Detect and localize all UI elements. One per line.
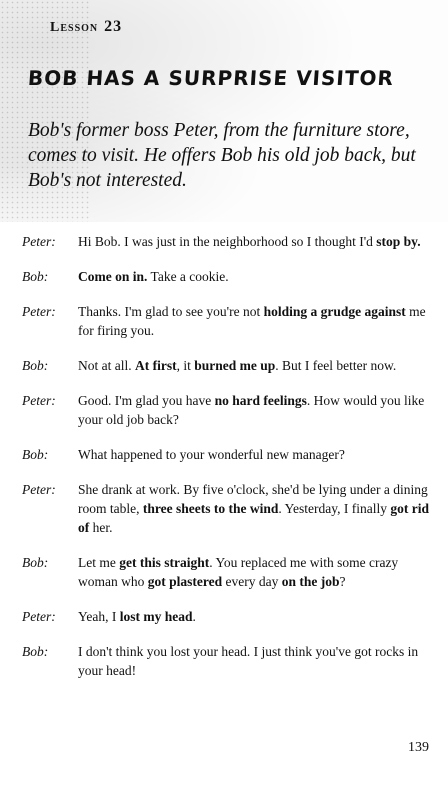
- dialogue-line: [78, 642, 432, 680]
- dialogue-line: [78, 480, 432, 537]
- lesson-label: [50, 18, 122, 36]
- speaker-label: Bob:: [22, 358, 49, 373]
- speaker-label: Peter:: [22, 609, 56, 624]
- idiom-phrase: At first: [135, 358, 177, 373]
- line-text: Let me: [78, 555, 120, 570]
- idiom-phrase: stop by.: [376, 234, 421, 249]
- dialogue-turn: [22, 302, 432, 340]
- speaker-label: Peter:: [22, 393, 56, 408]
- idiom-phrase: got rid of: [78, 501, 429, 535]
- lesson-header: [0, 0, 448, 222]
- line-text: I don't think you lost your head. I just think you've got rocks in your head!: [78, 644, 419, 678]
- idiom-phrase: holding a grudge against: [263, 304, 406, 319]
- line-text: , it: [176, 358, 195, 373]
- dialogue-turn: [22, 391, 432, 429]
- line-text: me for firing you.: [78, 304, 426, 338]
- line-text: Take a cookie.: [147, 269, 229, 284]
- line-text: every day: [222, 574, 282, 589]
- dialogue-line: [78, 267, 432, 286]
- dialogue-turn: [22, 480, 432, 537]
- dialogue-turn: [22, 607, 432, 626]
- line-text: .: [192, 609, 196, 624]
- idiom-phrase: burned me up: [194, 358, 276, 373]
- dialogue-line: [78, 302, 432, 340]
- speaker-label: Peter:: [22, 482, 56, 497]
- dialogue-turn: [22, 356, 432, 375]
- idiom-phrase: no hard feelings: [214, 393, 307, 408]
- page-number: 139: [408, 740, 429, 755]
- lesson-number: 23: [104, 18, 123, 35]
- line-text: ?: [339, 574, 346, 589]
- speaker-label: Bob:: [22, 555, 49, 570]
- idiom-phrase: Come on in.: [78, 269, 148, 284]
- line-text: She drank at work. By five o'clock, she'd be lying under a dining room table,: [78, 482, 428, 516]
- lesson-intro: Bob's former boss Peter, from the furniture store, comes to visit. He offers Bob his old job back, but Bob's not interested.: [28, 120, 416, 191]
- speaker-label: Bob:: [22, 644, 49, 659]
- speaker-label: Peter:: [22, 234, 56, 249]
- dialogue-line: [78, 232, 432, 251]
- idiom-phrase: three sheets to the wind: [142, 501, 279, 516]
- line-text: Hi Bob. I was just in the neighborhood so I thought I'd: [78, 234, 377, 249]
- lesson-title: BOB HAS A SURPRISE VISITOR: [27, 66, 395, 90]
- idiom-phrase: on the job: [281, 574, 340, 589]
- lesson-word: Lesson: [50, 20, 99, 35]
- idiom-phrase: get this straight: [119, 555, 210, 570]
- line-text: Thanks. I'm glad to see you're not: [78, 304, 264, 319]
- dialogue-line: [78, 391, 432, 429]
- dialogue-turn: [22, 232, 432, 251]
- dialogue-line: [78, 445, 432, 464]
- speaker-label: Bob:: [22, 447, 49, 462]
- line-text: . But I feel better now.: [275, 358, 397, 373]
- line-text: . You replaced me with some crazy woman who: [78, 555, 399, 589]
- dialogue: [22, 232, 432, 696]
- line-text: . Yesterday, I finally: [278, 501, 391, 516]
- line-text: Yeah, I: [78, 609, 120, 624]
- dialogue-turn: [22, 553, 432, 591]
- line-text: . How would you like your old job back?: [78, 393, 425, 427]
- line-text: Good. I'm glad you have: [78, 393, 215, 408]
- dialogue-line: [78, 553, 432, 591]
- speaker-label: Bob:: [22, 269, 49, 284]
- line-text: Not at all.: [78, 358, 135, 373]
- idiom-phrase: lost my head: [119, 609, 193, 624]
- dialogue-turn: [22, 267, 432, 286]
- dialogue-line: [78, 356, 432, 375]
- line-text: What happened to your wonderful new manager?: [78, 447, 345, 462]
- dialogue-turn: [22, 642, 432, 680]
- dialogue-line: [78, 607, 432, 626]
- dialogue-turn: [22, 445, 432, 464]
- line-text: her.: [89, 520, 113, 535]
- speaker-label: Peter:: [22, 304, 56, 319]
- idiom-phrase: got plastered: [147, 574, 223, 589]
